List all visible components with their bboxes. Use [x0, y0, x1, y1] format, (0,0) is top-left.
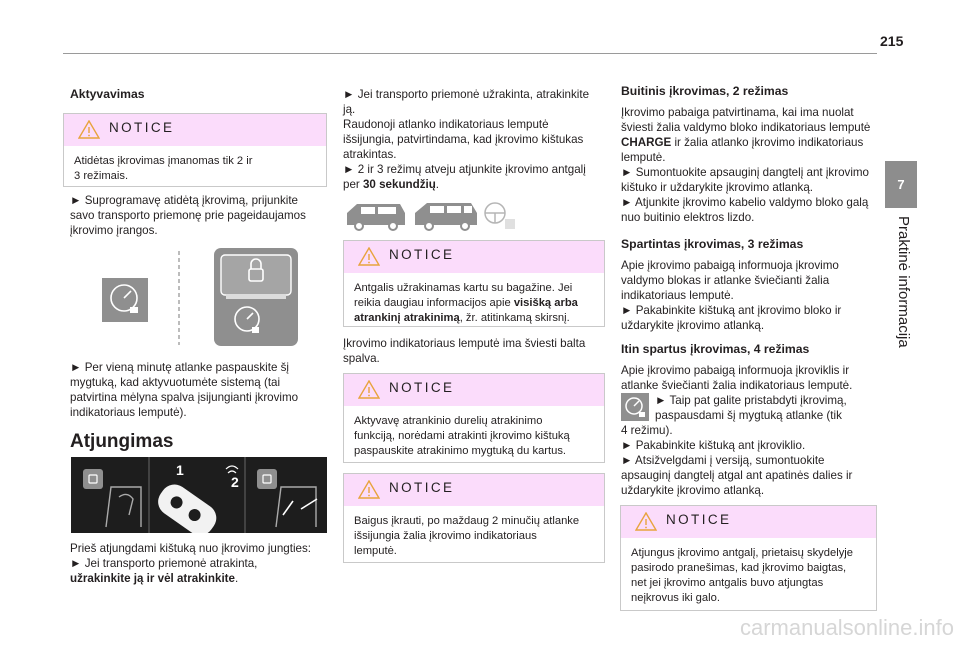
page-number: 215: [880, 33, 904, 49]
text: .: [435, 178, 440, 191]
heading-deactivation: Atjungimas: [70, 431, 174, 452]
notice-box-2: [343, 240, 605, 327]
notice-text: Atidėtas įkrovimas įmanomas tik 2 ir: [74, 155, 253, 167]
paragraph: [70, 360, 298, 420]
text-line: indikatoriaus lemputė.: [621, 289, 734, 302]
vehicle-versions-icons: [345, 199, 520, 231]
text-line: mygtuką, kad aktyvuotumėte sistemą (tai: [70, 376, 281, 389]
text-line: uždarykite įkrovimo atlanką.: [621, 484, 765, 497]
notice-text: [354, 311, 596, 326]
text-line: ► Sumontuokite apsauginį dangtelį ant įkrovimo: [621, 166, 869, 179]
text-line: paspausdami šį mygtuką atlanke (tik: [655, 409, 842, 422]
text-line: [621, 135, 870, 150]
text: , žr. atitinkamą skirsnį.: [459, 312, 570, 324]
notice-box-4: [343, 473, 605, 563]
text-line: Apie įkrovimo pabaigą informuoja įkrovimo: [621, 259, 839, 272]
text-line: Raudonoji atlanko indikatoriaus lemputė: [343, 118, 549, 131]
notice-title: NOTICE: [666, 512, 732, 527]
figure-label-2: 2: [231, 474, 239, 490]
text-line: [343, 177, 589, 192]
notice-title: NOTICE: [109, 120, 175, 135]
notice-text: [354, 296, 596, 311]
notice-text: 3 režimais.: [74, 170, 129, 182]
paragraph: [621, 258, 841, 333]
text-line: ją.: [343, 103, 356, 116]
text-line: indikatoriaus lemputė).: [70, 406, 187, 419]
text: reikia daugiau informacijos apie: [354, 297, 514, 309]
notice-title: NOTICE: [389, 247, 455, 262]
heading-mode-3: Spartintas įkrovimas, 3 režimas: [621, 237, 804, 251]
text-line: ► Suprogramavę atidėtą įkrovimą, prijunkite: [70, 194, 298, 207]
notice-box-1: [63, 113, 327, 187]
charge-label: CHARGE: [621, 136, 672, 149]
heading-mode-2: Buitinis įkrovimas, 2 režimas: [621, 84, 789, 98]
charging-flap-illustration: [101, 245, 301, 350]
warning-icon: [358, 480, 380, 499]
paragraph: [621, 363, 852, 393]
notice-body: [344, 506, 604, 566]
notice-text: lemputė.: [354, 545, 397, 557]
watermark: carmanualsonline.info: [739, 615, 954, 640]
text: ir žalia atlanko įkrovimo indikatoriaus: [671, 136, 864, 149]
notice-text: Antgalis užrakinamas kartu su bagažine. Jei: [354, 282, 573, 294]
paragraph: [343, 336, 585, 366]
notice-text: Atjungus įkrovimo antgalį, prietaisų skydelyje: [631, 547, 853, 559]
notice-header: [621, 506, 876, 538]
text-line: Įkrovimo pabaiga patvirtinama, kai ima nuolat: [621, 106, 854, 119]
text-line: savo transporto priemonę prie pageidaujamos: [70, 209, 306, 222]
text-line: ► Atsižvelgdami į versiją, sumontuokite: [621, 454, 825, 467]
text-line: patvirtina mėlyna spalva įsijungianti įkrovimo: [70, 391, 299, 404]
heading-mode-4: Itin spartus įkrovimas, 4 režimas: [621, 342, 810, 356]
text-line: kištuko ir uždarykite įkrovimo atlanką.: [621, 181, 814, 194]
text-line: 4 režimu).: [621, 424, 673, 437]
paragraph: [621, 105, 870, 225]
notice-body: [64, 146, 326, 191]
charge-pause-button-icon: [621, 393, 649, 421]
text-line: valdymo blokas ir atlanke šviečianti žalia: [621, 274, 830, 287]
text-line: ► Pakabinkite kištuką ant įkrovimo bloko ir: [621, 304, 842, 317]
paragraph: [343, 87, 589, 192]
notice-body: [344, 406, 604, 466]
notice-text: pasirodo pranešimas, kad įkrovimo baigtas,: [631, 562, 847, 574]
notice-text: Baigus įkrauti, po maždaug 2 minučių atlanke: [354, 515, 580, 527]
notice-header: [64, 114, 326, 146]
chapter-label: Praktinė informacija: [895, 216, 912, 348]
text-line: lemputė.: [621, 151, 666, 164]
unlock-sequence-illustration: [71, 457, 327, 533]
warning-icon: [358, 380, 380, 399]
notice-box-5: [620, 505, 877, 611]
bold-text: 30 sekundžių: [362, 178, 436, 191]
bold-text: užrakinkite ją ir vėl atrakinkite: [70, 572, 235, 585]
text-line: atrakintas.: [343, 148, 397, 161]
notice-text: Aktyvavę atrankinio durelių atrakinimo: [354, 415, 543, 427]
paragraph: [70, 193, 306, 238]
text-line: ► Atjunkite įkrovimo kabelio valdymo bloko galą: [621, 196, 869, 209]
notice-title: NOTICE: [389, 380, 455, 395]
notice-title: NOTICE: [389, 480, 455, 495]
text-line: Įkrovimo indikatoriaus lemputė ima šviesti balta: [343, 337, 586, 350]
notice-body: [621, 538, 876, 613]
chapter-tab[interactable]: 7: [885, 161, 917, 208]
figure-label-1: 1: [176, 462, 184, 478]
warning-icon: [78, 120, 100, 139]
text-line: įkrovimo įrangos.: [70, 224, 158, 237]
paragraph: [70, 541, 311, 586]
bold-text: visišką arba: [513, 297, 578, 309]
notice-text: paspauskite atrakinimo mygtuką du kartus.: [354, 445, 567, 457]
text-line: apsauginį dangtelį atgal ant apatinės dalies ir: [621, 469, 853, 482]
text-line: uždarykite įkrovimo atlanką.: [621, 319, 765, 332]
notice-text: išsijungia žalia įkrovimo indikatoriaus: [354, 530, 537, 542]
text-line: ► Jei transporto priemonė atrakinta,: [70, 557, 258, 570]
text-line: atlanke šviečianti žalia indikatoriaus lemputė.: [621, 379, 853, 392]
text-line: nuo buitinio elektros lizdo.: [621, 211, 755, 224]
notice-body: [344, 273, 604, 333]
text-line: ► Taip pat galite pristabdyti įkrovimą,: [655, 394, 847, 407]
text: per: [343, 178, 363, 191]
text-line: [70, 571, 311, 586]
text-line: šviesti žalia valdymo bloko indikatoriaus lemputė: [621, 121, 871, 134]
notice-text: funkciją, norėdami atrakinti įkrovimo kištuką: [354, 430, 570, 442]
paragraph: [655, 393, 847, 423]
notice-box-3: [343, 373, 605, 463]
notice-header: [344, 374, 604, 406]
bold-text: atrankinį atrakinimą: [354, 312, 460, 324]
notice-header: [344, 241, 604, 273]
text-line: Prieš atjungdami kištuką nuo įkrovimo jungties:: [70, 542, 312, 555]
heading-activation: Aktyvavimas: [70, 87, 145, 101]
text-line: spalva.: [343, 352, 380, 365]
notice-header: [344, 474, 604, 506]
warning-icon: [635, 512, 657, 531]
text-line: ► 2 ir 3 režimų atveju atjunkite įkrovimo antgalį: [343, 163, 586, 176]
warning-icon: [358, 247, 380, 266]
text-line: ► Per vieną minutę atlanke paspauskite šį: [70, 361, 289, 374]
text: .: [234, 572, 239, 585]
text-line: išsijungia, patvirtindama, kad įkrovimo kištukas: [343, 133, 584, 146]
text-line: ► Jei transporto priemonė užrakinta, atrakinkite: [343, 88, 590, 101]
notice-text: neįkrovus iki galo.: [631, 592, 720, 604]
paragraph: [621, 423, 852, 498]
header-rule: [63, 53, 877, 54]
text-line: ► Pakabinkite kištuką ant įkroviklio.: [621, 439, 806, 452]
text-line: Apie įkrovimo pabaigą informuoja įkroviklis ir: [621, 364, 850, 377]
notice-text: net jei įkrovimo antgalis buvo atjungtas: [631, 577, 824, 589]
